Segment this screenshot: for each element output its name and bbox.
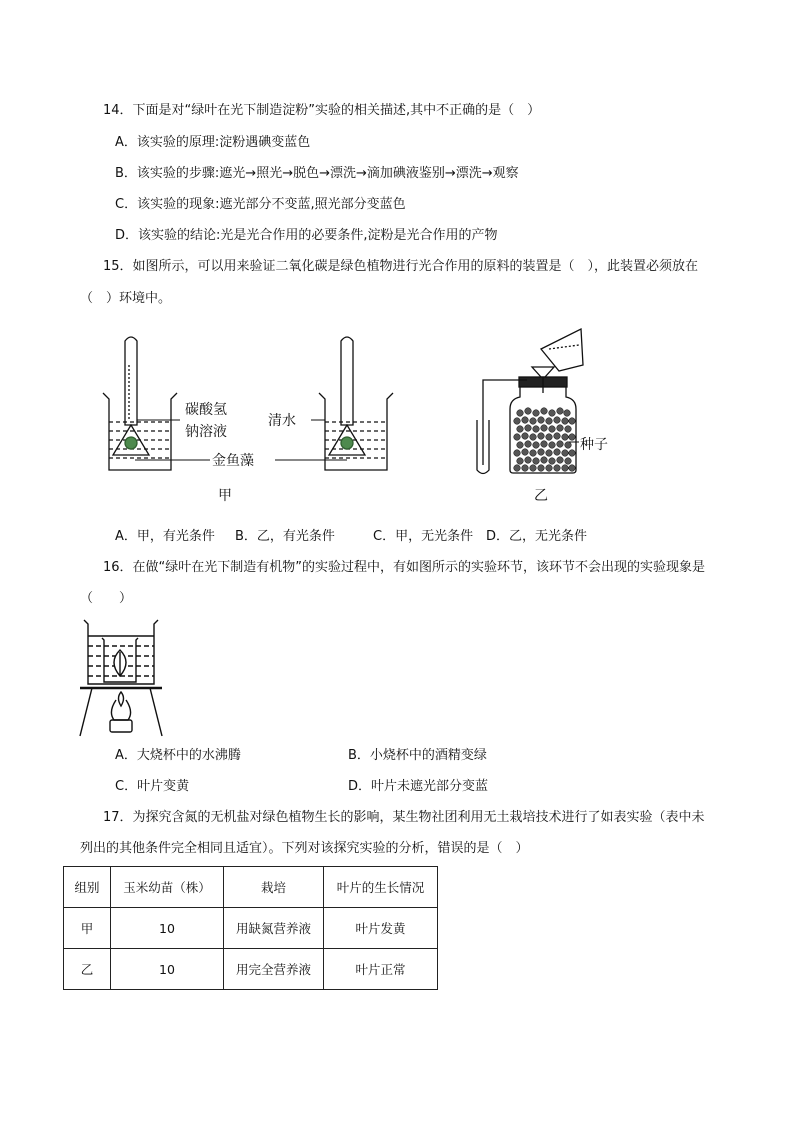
q17-stem-cont: 列出的其他条件完全相同且适宜）。下列对该探究实验的分析，错误的是（ ） — [80, 841, 529, 856]
q16-option-c: C．叶片变黄 — [115, 779, 190, 794]
beaker-jia-1 — [103, 337, 177, 470]
table-header-cell: 叶片的生长情况 — [324, 867, 438, 908]
table-cell: 乙 — [64, 949, 111, 990]
table-header-cell: 栽培 — [224, 867, 324, 908]
q14-option-c: C．该实验的现象:遮光部分不变蓝,照光部分变蓝色 — [115, 197, 406, 212]
q16-option-b: B．小烧杯中的酒精变绿 — [348, 748, 487, 763]
q15-option-c: C．甲，无光条件 — [373, 529, 474, 544]
q14-option-d: D．该实验的结论:光是光合作用的必要条件,淀粉是光合作用的产物 — [115, 228, 498, 243]
table-header-cell: 玉米幼苗（株） — [111, 867, 224, 908]
q17-stem: 17．为探究含氮的无机盐对绿色植物生长的影响，某生物社团利用无土栽培技术进行了如表实验（表中未 — [103, 810, 705, 825]
table-row — [64, 908, 438, 949]
label-seeds: 种子 — [580, 437, 608, 453]
label-yi: 乙 — [534, 488, 548, 504]
q15-option-b: B．乙，有光条件 — [235, 529, 335, 544]
table-cell: 10 — [111, 949, 224, 990]
q16-option-d: D．叶片未遮光部分变蓝 — [348, 779, 489, 794]
q16-stem: 16．在做“绿叶在光下制造有机物”的实验过程中，有如图所示的实验环节，该环节不会出现的实验现象是 — [103, 560, 706, 575]
label-jia: 甲 — [218, 488, 232, 504]
label-solution-line1: 碳酸氢 — [185, 402, 227, 418]
q15-stem: 15．如图所示，可以用来验证二氧化碳是绿色植物进行光合作用的原料的装置是（ ），此装置必须放在 — [103, 259, 699, 274]
table-cell: 叶片发黄 — [324, 908, 438, 949]
label-water: 清水 — [268, 413, 296, 429]
table-cell: 10 — [111, 908, 224, 949]
q16-water-bath-figure — [78, 616, 163, 738]
label-solution-line2: 钠溶液 — [185, 424, 227, 440]
q15-apparatus-figure — [95, 325, 615, 510]
q16-stem-cont: （ ） — [80, 591, 133, 606]
q14-option-a: A．该实验的原理:淀粉遇碘变蓝色 — [115, 135, 311, 150]
q14-stem: 14．下面是对“绿叶在光下制造淀粉”实验的相关描述,其中不正确的是（ ） — [103, 103, 541, 118]
beaker-jia-2 — [319, 337, 393, 470]
seeds — [514, 408, 576, 472]
table-cell: 用缺氮营养液 — [224, 908, 324, 949]
table-header-cell: 组别 — [64, 867, 111, 908]
q17-experiment-table — [63, 866, 438, 990]
table-cell: 用完全营养液 — [224, 949, 324, 990]
table-header-row — [64, 867, 438, 908]
label-algae: 金鱼藻 — [212, 453, 254, 469]
q14-option-b: B．该实验的步骤:遮光→照光→脱色→漂洗→滴加碘液鉴别→漂洗→观察 — [115, 166, 519, 181]
q15-stem-cont: （ ）环境中。 — [80, 291, 172, 306]
table-cell: 甲 — [64, 908, 111, 949]
table-row — [64, 949, 438, 990]
q16-option-a: A．大烧杯中的水沸腾 — [115, 748, 241, 763]
q15-option-a: A．甲，有光条件 — [115, 529, 215, 544]
q15-option-d: D．乙，无光条件 — [486, 529, 588, 544]
table-cell: 叶片正常 — [324, 949, 438, 990]
